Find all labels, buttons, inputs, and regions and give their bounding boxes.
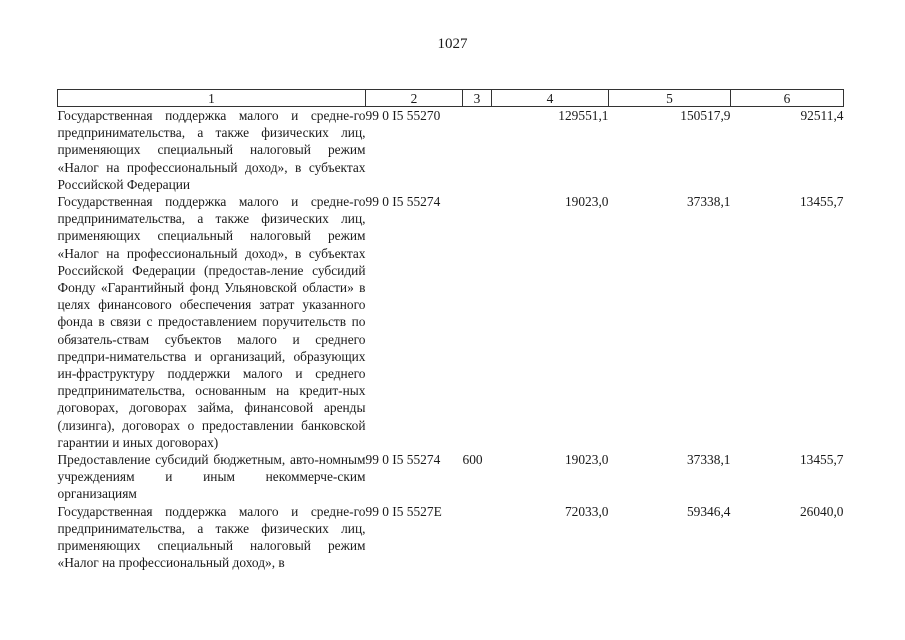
row-value-col5: 150517,9 (680, 108, 731, 123)
table-row (58, 451, 844, 503)
header-col-2: 2 (366, 90, 463, 107)
page-number: 1027 (437, 36, 468, 52)
row-expense-type (463, 107, 492, 194)
row-value-col6: 26040,0 (799, 503, 844, 519)
row-value-col6: 13455,7 (799, 194, 844, 210)
row-expense-type (463, 503, 492, 572)
header-col-1: 1 (58, 90, 366, 107)
row-description: Государственная поддержка малого и средне-го предпринимательства, а также физических лиц, применяющих специальный налоговый режим «Налог на профессиональный доход», в субъектах Российской Федерации (предостав-ление субсидий Фонду «Гарантийный фонд Ульяновской области» в целях финансового обеспечения затрат указанного фонда в связи с предоставлением поручительств по обязатель-ствам субъектов малого и среднего предпри-нимательства и организаций, образующих ин-фраструктуру поддержки малого и среднего предпринимательства, основанным на кредит-ных договорах, договорах займа, финансовой аренды (лизинга), договорах о предоставлении банковской гарантии и иных договорах) (57, 194, 366, 450)
row-value-col5: 59346,4 (686, 503, 731, 519)
row-target-code: 99 0 I5 55274 (365, 194, 441, 210)
table-row (58, 503, 844, 572)
row-target-code: 99 0 I5 55270 (365, 108, 441, 123)
row-value-col5: 37338,1 (686, 452, 731, 468)
row-description: Государственная поддержка малого и средне-го предпринимательства, а также физических лиц, применяющих специальный налоговый режим «Налог на профессиональный доход», в (57, 503, 366, 571)
row-value-col4: 19023,0 (564, 194, 609, 210)
row-value-col6: 92511,4 (800, 108, 844, 123)
row-expense-type (463, 193, 492, 451)
header-col-4: 4 (492, 90, 609, 107)
table-row (58, 107, 844, 194)
table-row (58, 193, 844, 451)
row-value-col6: 13455,7 (799, 452, 844, 468)
budget-table (57, 89, 844, 571)
row-value-col5: 37338,1 (686, 194, 731, 210)
row-expense-type: 600 (462, 452, 483, 468)
row-target-code: 99 0 I5 5527Е (365, 503, 442, 519)
row-description: Государственная поддержка малого и средне-го предпринимательства, а также физических лиц, применяющих специальный налоговый режим «Налог на профессиональный доход», в субъектах Российской Федерации (57, 108, 366, 192)
header-col-5: 5 (609, 90, 731, 107)
table-header (58, 90, 844, 107)
row-value-col4: 72033,0 (564, 503, 609, 519)
row-description: Предоставление субсидий бюджетным, авто-номным учреждениям и иным некоммерче-ским организациям (57, 452, 366, 502)
header-row (58, 90, 844, 107)
header-col-6: 6 (731, 90, 844, 107)
row-target-code: 99 0 I5 55274 (365, 452, 441, 468)
header-col-3: 3 (463, 90, 492, 107)
row-value-col4: 19023,0 (564, 452, 609, 468)
table-body (58, 107, 844, 572)
row-value-col4: 129551,1 (558, 108, 609, 123)
